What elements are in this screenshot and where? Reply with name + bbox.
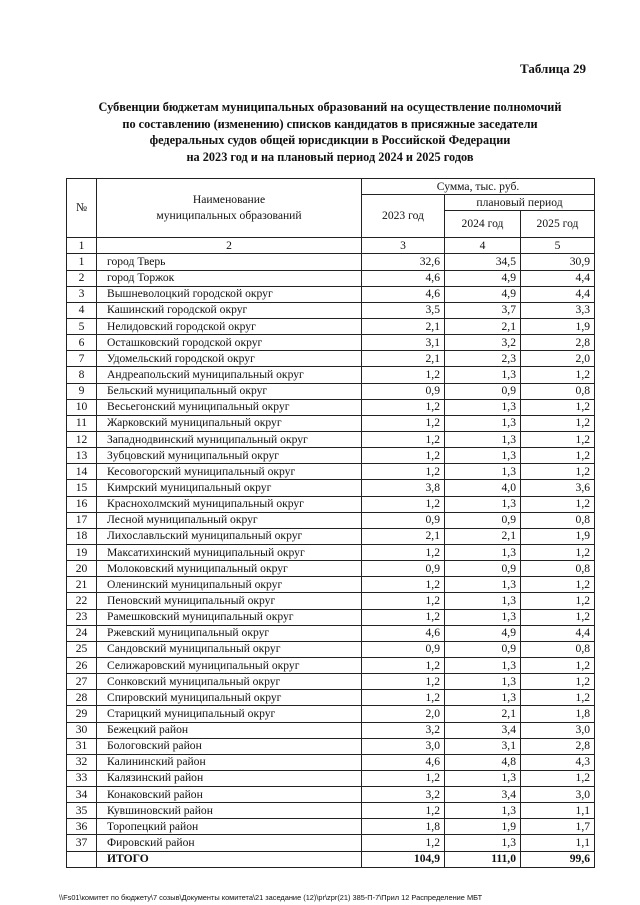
total-label: ИТОГО — [97, 851, 362, 867]
header-2025: 2025 год — [521, 211, 595, 238]
row-2025: 0,8 — [521, 561, 595, 577]
row-name: Конаковский район — [97, 787, 362, 803]
row-2023: 2,1 — [362, 318, 445, 334]
row-2024: 2,1 — [445, 528, 521, 544]
document-title — [60, 99, 600, 165]
row-2024: 3,1 — [445, 738, 521, 754]
row-number: 4 — [67, 302, 97, 318]
row-number: 35 — [67, 803, 97, 819]
colnum: 4 — [445, 238, 521, 254]
row-2025: 0,8 — [521, 512, 595, 528]
row-2023: 1,2 — [362, 803, 445, 819]
row-2023: 3,2 — [362, 722, 445, 738]
row-2024: 4,9 — [445, 286, 521, 302]
title-line: федеральных судов общей юрисдикции в Российской Федерации — [149, 133, 511, 147]
row-number: 17 — [67, 512, 97, 528]
table-row — [67, 448, 595, 464]
header-2024: 2024 год — [445, 211, 521, 238]
row-number: 37 — [67, 835, 97, 851]
table-row — [67, 738, 595, 754]
table-row — [67, 561, 595, 577]
table-row — [67, 657, 595, 673]
row-name: Молоковский муниципальный округ — [97, 561, 362, 577]
row-name: Калининский район — [97, 754, 362, 770]
row-number: 32 — [67, 754, 97, 770]
header-sum: Сумма, тыс. руб. — [362, 179, 595, 195]
table-body — [67, 254, 595, 851]
row-2023: 0,9 — [362, 641, 445, 657]
row-name: город Торжок — [97, 270, 362, 286]
row-number: 31 — [67, 738, 97, 754]
row-2023: 1,2 — [362, 770, 445, 786]
row-2023: 1,2 — [362, 577, 445, 593]
row-2024: 1,3 — [445, 835, 521, 851]
row-2023: 4,6 — [362, 754, 445, 770]
row-number: 19 — [67, 544, 97, 560]
row-2025: 3,0 — [521, 722, 595, 738]
row-2023: 1,2 — [362, 431, 445, 447]
row-2024: 3,4 — [445, 787, 521, 803]
row-2025: 1,2 — [521, 577, 595, 593]
row-name: Сонковский муниципальный округ — [97, 674, 362, 690]
row-number: 3 — [67, 286, 97, 302]
header-name — [97, 179, 362, 238]
row-2025: 3,6 — [521, 480, 595, 496]
row-2023: 3,0 — [362, 738, 445, 754]
table-row — [67, 803, 595, 819]
table-row — [67, 367, 595, 383]
row-name: Жарковский муниципальный округ — [97, 415, 362, 431]
table-row — [67, 641, 595, 657]
row-name: Весьегонский муниципальный округ — [97, 399, 362, 415]
table-row — [67, 254, 595, 270]
row-2023: 1,2 — [362, 593, 445, 609]
row-2023: 2,1 — [362, 351, 445, 367]
row-number: 1 — [67, 254, 97, 270]
table-number: Таблица 29 — [520, 61, 587, 76]
row-2023: 1,2 — [362, 674, 445, 690]
title-line: по составлению (изменению) списков кандидатов в присяжные заседатели — [122, 116, 538, 131]
row-2024: 1,3 — [445, 657, 521, 673]
row-2025: 4,3 — [521, 754, 595, 770]
row-2025: 1,2 — [521, 657, 595, 673]
row-name: Вышневолоцкий городской округ — [97, 286, 362, 302]
table-row — [67, 544, 595, 560]
row-name: Селижаровский муниципальный округ — [97, 657, 362, 673]
row-number: 21 — [67, 577, 97, 593]
row-number: 34 — [67, 787, 97, 803]
row-name: Лихославльский муниципальный округ — [97, 528, 362, 544]
row-2024: 0,9 — [445, 383, 521, 399]
row-2025: 1,9 — [521, 528, 595, 544]
row-2024: 0,9 — [445, 512, 521, 528]
row-name: Осташковский городской округ — [97, 335, 362, 351]
table-row — [67, 270, 595, 286]
row-2025: 1,1 — [521, 803, 595, 819]
row-2024: 1,3 — [445, 399, 521, 415]
row-2025: 1,2 — [521, 399, 595, 415]
row-number: 29 — [67, 706, 97, 722]
row-2023: 3,5 — [362, 302, 445, 318]
table-row — [67, 415, 595, 431]
row-number: 22 — [67, 593, 97, 609]
row-name: город Тверь — [97, 254, 362, 270]
row-2025: 1,2 — [521, 464, 595, 480]
row-2024: 3,4 — [445, 722, 521, 738]
table-row — [67, 690, 595, 706]
row-2023: 1,2 — [362, 835, 445, 851]
row-2023: 3,2 — [362, 787, 445, 803]
row-number: 18 — [67, 528, 97, 544]
table-row — [67, 722, 595, 738]
row-number: 27 — [67, 674, 97, 690]
table-row — [67, 351, 595, 367]
row-number: 20 — [67, 561, 97, 577]
row-2025: 1,2 — [521, 448, 595, 464]
row-2023: 1,2 — [362, 544, 445, 560]
subventions-table — [66, 178, 595, 868]
row-2025: 0,8 — [521, 383, 595, 399]
row-2024: 4,9 — [445, 625, 521, 641]
row-number: 33 — [67, 770, 97, 786]
header-2023: 2023 год — [362, 195, 445, 238]
row-2025: 1,9 — [521, 318, 595, 334]
row-2023: 1,2 — [362, 415, 445, 431]
row-2025: 1,2 — [521, 690, 595, 706]
row-number: 14 — [67, 464, 97, 480]
row-2024: 1,3 — [445, 690, 521, 706]
row-2024: 1,3 — [445, 415, 521, 431]
row-number: 28 — [67, 690, 97, 706]
row-2023: 1,8 — [362, 819, 445, 835]
row-2024: 2,3 — [445, 351, 521, 367]
row-2023: 3,8 — [362, 480, 445, 496]
row-2024: 1,3 — [445, 609, 521, 625]
row-2024: 1,3 — [445, 367, 521, 383]
row-number: 24 — [67, 625, 97, 641]
row-2025: 4,4 — [521, 625, 595, 641]
row-2023: 1,2 — [362, 657, 445, 673]
row-2025: 2,8 — [521, 738, 595, 754]
row-2025: 1,2 — [521, 431, 595, 447]
row-2025: 3,3 — [521, 302, 595, 318]
row-2025: 3,0 — [521, 787, 595, 803]
total-row — [67, 851, 595, 867]
row-name: Кесовогорский муниципальный округ — [97, 464, 362, 480]
row-name: Старицкий муниципальный округ — [97, 706, 362, 722]
row-2023: 1,2 — [362, 464, 445, 480]
row-name: Лесной муниципальный округ — [97, 512, 362, 528]
colnum: 3 — [362, 238, 445, 254]
table-row — [67, 286, 595, 302]
table-row — [67, 609, 595, 625]
row-2023: 4,6 — [362, 286, 445, 302]
row-2024: 1,3 — [445, 577, 521, 593]
row-2024: 1,9 — [445, 819, 521, 835]
row-2024: 1,3 — [445, 448, 521, 464]
table-row — [67, 512, 595, 528]
row-2023: 0,9 — [362, 512, 445, 528]
row-2025: 1,2 — [521, 609, 595, 625]
row-2025: 1,1 — [521, 835, 595, 851]
row-2025: 1,2 — [521, 544, 595, 560]
row-2024: 34,5 — [445, 254, 521, 270]
row-number: 15 — [67, 480, 97, 496]
row-2025: 4,4 — [521, 286, 595, 302]
table-row — [67, 302, 595, 318]
table-row — [67, 383, 595, 399]
row-2023: 0,9 — [362, 561, 445, 577]
table-row — [67, 399, 595, 415]
row-name: Кимрский муниципальный округ — [97, 480, 362, 496]
row-2023: 1,2 — [362, 690, 445, 706]
row-2024: 3,7 — [445, 302, 521, 318]
row-2024: 4,9 — [445, 270, 521, 286]
row-2024: 1,3 — [445, 544, 521, 560]
table-row — [67, 787, 595, 803]
row-2024: 1,3 — [445, 431, 521, 447]
row-2025: 1,8 — [521, 706, 595, 722]
header-planned: плановый период — [445, 195, 595, 211]
row-name: Рамешковский муниципальный округ — [97, 609, 362, 625]
table-row — [67, 706, 595, 722]
row-name: Сандовский муниципальный округ — [97, 641, 362, 657]
row-2025: 1,2 — [521, 367, 595, 383]
row-2025: 1,2 — [521, 593, 595, 609]
total-2024: 111,0 — [445, 851, 521, 867]
row-2023: 1,2 — [362, 367, 445, 383]
row-name: Оленинский муниципальный округ — [97, 577, 362, 593]
row-number: 2 — [67, 270, 97, 286]
table-row — [67, 770, 595, 786]
row-number: 16 — [67, 496, 97, 512]
table-row — [67, 496, 595, 512]
header-name-line: муниципальных образований — [156, 209, 302, 223]
row-number: 23 — [67, 609, 97, 625]
row-number: 5 — [67, 318, 97, 334]
row-2023: 1,2 — [362, 448, 445, 464]
table-row — [67, 674, 595, 690]
row-number: 7 — [67, 351, 97, 367]
row-2025: 0,8 — [521, 641, 595, 657]
row-name: Бологовский район — [97, 738, 362, 754]
row-2025: 1,7 — [521, 819, 595, 835]
row-name: Спировский муниципальный округ — [97, 690, 362, 706]
row-name: Пеновский муниципальный округ — [97, 593, 362, 609]
table-row — [67, 593, 595, 609]
row-2024: 1,3 — [445, 593, 521, 609]
row-2024: 0,9 — [445, 561, 521, 577]
colnum: 2 — [97, 238, 362, 254]
row-2023: 32,6 — [362, 254, 445, 270]
header-num: № — [67, 179, 97, 238]
row-2024: 1,3 — [445, 496, 521, 512]
table-row — [67, 835, 595, 851]
table-row — [67, 431, 595, 447]
row-name: Бельский муниципальный округ — [97, 383, 362, 399]
row-2024: 1,3 — [445, 674, 521, 690]
row-name: Бежецкий район — [97, 722, 362, 738]
row-name: Фировский район — [97, 835, 362, 851]
total-2023: 104,9 — [362, 851, 445, 867]
row-2025: 1,2 — [521, 415, 595, 431]
row-name: Кашинский городской округ — [97, 302, 362, 318]
row-number: 9 — [67, 383, 97, 399]
row-number: 36 — [67, 819, 97, 835]
row-2023: 3,1 — [362, 335, 445, 351]
row-2023: 1,2 — [362, 496, 445, 512]
table-row — [67, 464, 595, 480]
row-number: 26 — [67, 657, 97, 673]
colnum: 1 — [67, 238, 97, 254]
row-2024: 0,9 — [445, 641, 521, 657]
row-name: Ржевский муниципальный округ — [97, 625, 362, 641]
row-2023: 2,1 — [362, 528, 445, 544]
row-2024: 4,8 — [445, 754, 521, 770]
row-name: Краснохолмский муниципальный округ — [97, 496, 362, 512]
row-2024: 4,0 — [445, 480, 521, 496]
row-2023: 4,6 — [362, 270, 445, 286]
row-name: Кувшиновский район — [97, 803, 362, 819]
table-row — [67, 625, 595, 641]
row-name: Калязинский район — [97, 770, 362, 786]
table-row — [67, 577, 595, 593]
row-2024: 1,3 — [445, 464, 521, 480]
file-path-footer: \\Fs01\комитет по бюджету\7 созыв\Документы комитета\21 заседание (12)\pr\zpr(21) 385-П-7\Прил 12 Распределение МБТ — [59, 893, 483, 902]
table-row — [67, 480, 595, 496]
row-2025: 1,2 — [521, 770, 595, 786]
row-name: Зубцовский муниципальный округ — [97, 448, 362, 464]
row-2024: 1,3 — [445, 803, 521, 819]
table-row — [67, 318, 595, 334]
row-name: Андреапольский муниципальный округ — [97, 367, 362, 383]
row-2024: 3,2 — [445, 335, 521, 351]
row-number: 13 — [67, 448, 97, 464]
row-name: Западнодвинский муниципальный округ — [97, 431, 362, 447]
row-2025: 2,0 — [521, 351, 595, 367]
colnum: 5 — [521, 238, 595, 254]
row-2025: 4,4 — [521, 270, 595, 286]
table-row — [67, 754, 595, 770]
row-number: 25 — [67, 641, 97, 657]
row-2023: 0,9 — [362, 383, 445, 399]
row-name: Максатихинский муниципальный округ — [97, 544, 362, 560]
row-2023: 4,6 — [362, 625, 445, 641]
row-name: Нелидовский городской округ — [97, 318, 362, 334]
row-2025: 1,2 — [521, 496, 595, 512]
total-2025: 99,6 — [521, 851, 595, 867]
header-name-line: Наименование — [192, 193, 266, 207]
row-number: 12 — [67, 431, 97, 447]
row-2024: 1,3 — [445, 770, 521, 786]
title-line: Субвенции бюджетам муниципальных образований на осуществление полномочий — [98, 100, 562, 114]
row-name: Удомельский городской округ — [97, 351, 362, 367]
title-line: на 2023 год и на плановый период 2024 и 2025 годов — [186, 149, 474, 164]
row-2023: 1,2 — [362, 399, 445, 415]
row-2024: 2,1 — [445, 706, 521, 722]
row-number: 6 — [67, 335, 97, 351]
row-2025: 30,9 — [521, 254, 595, 270]
total-num — [67, 851, 97, 867]
row-number: 11 — [67, 415, 97, 431]
table-row — [67, 528, 595, 544]
row-number: 30 — [67, 722, 97, 738]
row-2023: 1,2 — [362, 609, 445, 625]
row-number: 8 — [67, 367, 97, 383]
row-2025: 1,2 — [521, 674, 595, 690]
row-name: Торопецкий район — [97, 819, 362, 835]
table-row — [67, 335, 595, 351]
row-2024: 2,1 — [445, 318, 521, 334]
row-2025: 2,8 — [521, 335, 595, 351]
row-2023: 2,0 — [362, 706, 445, 722]
row-number: 10 — [67, 399, 97, 415]
table-row — [67, 819, 595, 835]
